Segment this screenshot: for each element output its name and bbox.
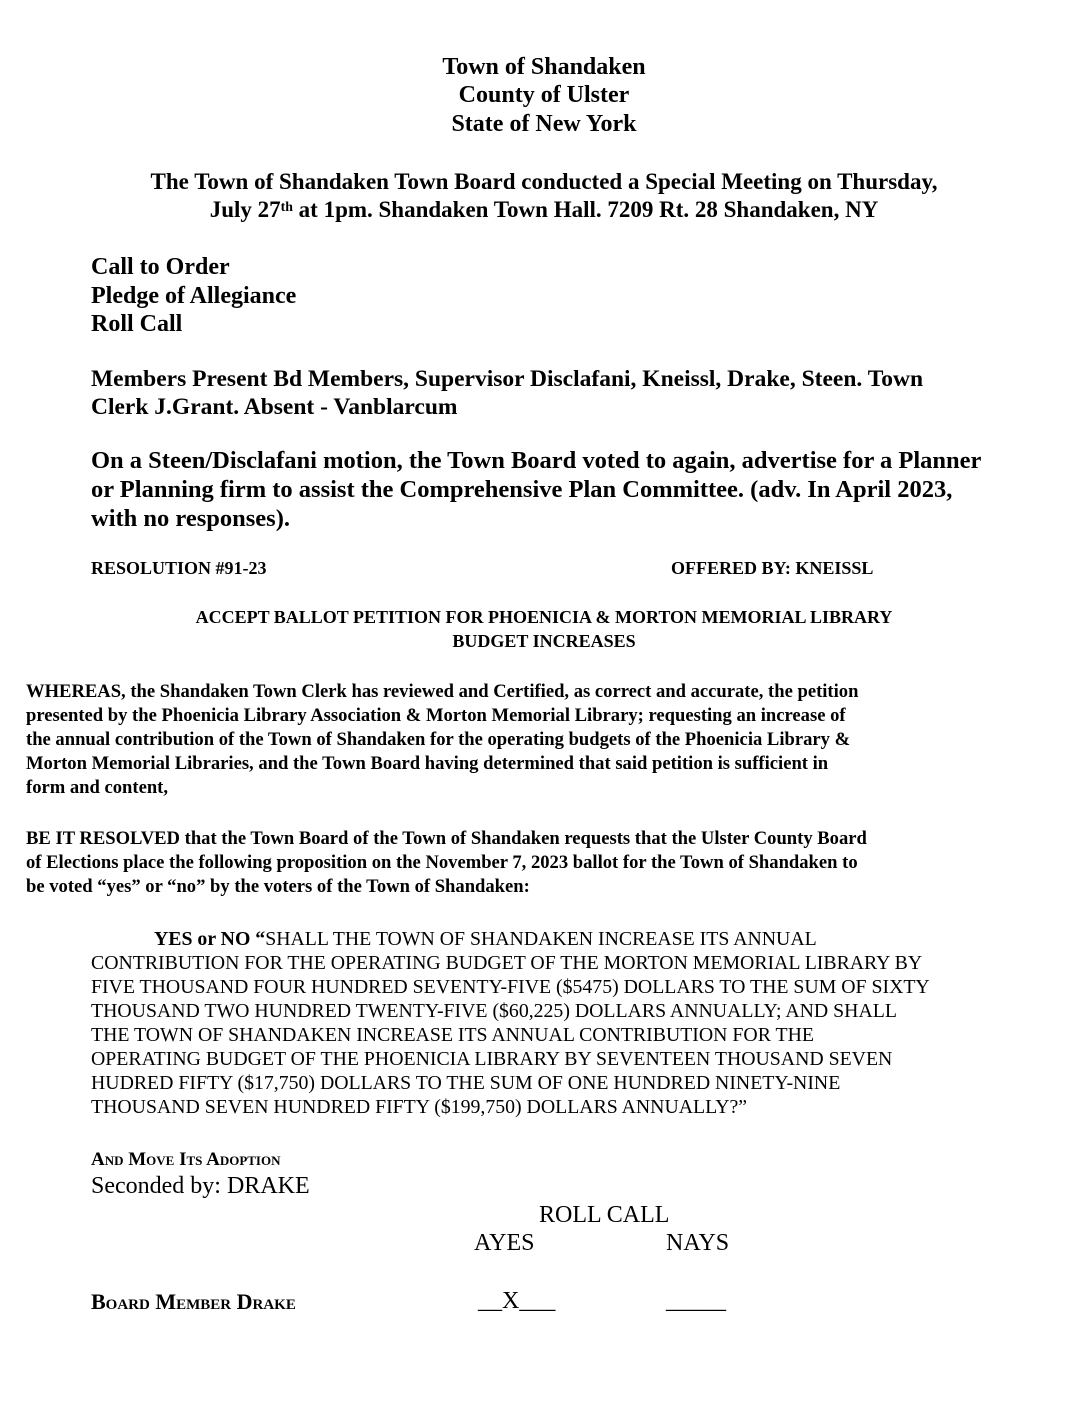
- nays-column-header: NAYS: [666, 1230, 730, 1256]
- whereas-line: WHEREAS, the Shandaken Town Clerk has reviewed and Certified, as correct and accurate, the petition: [26, 681, 859, 702]
- state-name: State of New York: [451, 111, 637, 137]
- seconded-by: Seconded by: DRAKE: [91, 1173, 310, 1199]
- board-member-drake-label: Board Member Drake: [91, 1289, 296, 1314]
- meeting-line-2: July 27th at 1pm. Shandaken Town Hall. 7209 Rt. 28 Shandaken, NY: [209, 197, 879, 222]
- proposition-line: FIVE THOUSAND FOUR HUNDRED SEVENTY-FIVE ($5475) DOLLARS TO THE SUM OF SIXTY: [91, 976, 930, 998]
- resolved-line: of Elections place the following proposition on the November 7, 2023 ballot for the Town of Shandaken to: [26, 852, 858, 873]
- meeting-line-1: The Town of Shandaken Town Board conducted a Special Meeting on Thursday,: [150, 169, 938, 194]
- members-present-line-1: Members Present Bd Members, Supervisor Disclafani, Kneissl, Drake, Steen. Town: [91, 366, 924, 392]
- ayes-column-header: AYES: [474, 1230, 535, 1256]
- county-name: County of Ulster: [458, 82, 630, 108]
- whereas-line: Morton Memorial Libraries, and the Town Board having determined that said petition is sufficient in: [26, 753, 829, 774]
- resolution-title-line-1: ACCEPT BALLOT PETITION FOR PHOENICIA & MORTON MEMORIAL LIBRARY: [195, 607, 893, 627]
- roll-call-heading: Roll Call: [91, 311, 183, 337]
- proposition-line-1: YES or NO “SHALL THE TOWN OF SHANDAKEN INCREASE ITS ANNUAL: [154, 928, 817, 950]
- resolved-line: BE IT RESOLVED that the Town Board of the Town of Shandaken requests that the Ulster County Board: [26, 828, 867, 849]
- pledge-of-allegiance: Pledge of Allegiance: [91, 283, 297, 309]
- members-present-line-2: Clerk J.Grant. Absent - Vanblarcum: [91, 394, 458, 420]
- proposition-line: OPERATING BUDGET OF THE PHOENICIA LIBRARY BY SEVENTEEN THOUSAND SEVEN: [91, 1048, 893, 1070]
- proposition-line: THE TOWN OF SHANDAKEN INCREASE ITS ANNUAL CONTRIBUTION FOR THE: [91, 1024, 814, 1046]
- resolution-number: RESOLUTION #91-23: [91, 558, 267, 578]
- proposition-line: HUDRED FIFTY ($17,750) DOLLARS TO THE SUM OF ONE HUNDRED NINETY-NINE: [91, 1072, 841, 1094]
- motion-line-1: On a Steen/Disclafani motion, the Town Board voted to again, advertise for a Planner: [91, 447, 982, 474]
- motion-line-3: with no responses).: [91, 505, 290, 532]
- roll-call-title: ROLL CALL: [539, 1202, 670, 1228]
- resolution-title-line-2: BUDGET INCREASES: [452, 631, 636, 651]
- call-to-order: Call to Order: [91, 254, 230, 280]
- proposition-line: THOUSAND SEVEN HUNDRED FIFTY ($199,750) DOLLARS ANNUALLY?”: [91, 1096, 748, 1118]
- drake-nay-mark: _____: [666, 1288, 726, 1314]
- offered-by: OFFERED BY: KNEISSL: [671, 558, 874, 578]
- whereas-line: presented by the Phoenicia Library Association & Morton Memorial Library; requesting an increase of: [26, 705, 846, 726]
- town-name: Town of Shandaken: [442, 54, 646, 80]
- proposition-line: THOUSAND TWO HUNDRED TWENTY-FIVE ($60,225) DOLLARS ANNUALLY; AND SHALL: [91, 1000, 897, 1022]
- move-adoption: And Move Its Adoption: [91, 1149, 281, 1170]
- resolved-line: be voted “yes” or “no” by the voters of the Town of Shandaken:: [26, 876, 530, 897]
- motion-line-2: or Planning firm to assist the Comprehensive Plan Committee. (adv. In April 2023,: [91, 476, 953, 503]
- drake-aye-mark: __X___: [478, 1288, 556, 1314]
- whereas-line: form and content,: [26, 777, 169, 798]
- whereas-line: the annual contribution of the Town of Shandaken for the operating budgets of the Phoenicia Library &: [26, 729, 851, 750]
- proposition-line: CONTRIBUTION FOR THE OPERATING BUDGET OF THE MORTON MEMORIAL LIBRARY BY: [91, 952, 923, 974]
